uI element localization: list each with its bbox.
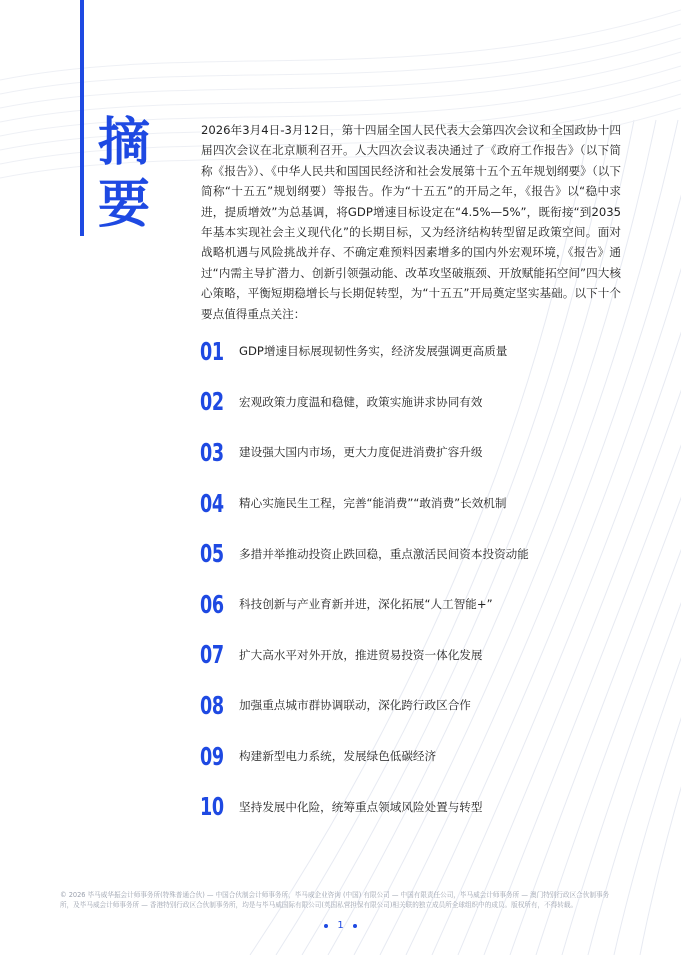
- page-number: 1: [337, 920, 344, 931]
- key-point-number: 09: [200, 741, 224, 771]
- accent-bar: [80, 0, 84, 236]
- key-point-item: [200, 579, 640, 630]
- key-point-item: [200, 680, 640, 731]
- key-point-number: 01: [200, 336, 224, 366]
- key-point-number: 08: [200, 690, 224, 720]
- key-point-item: [200, 781, 640, 832]
- key-point-text: 坚持发展中化险，统筹重点领域风险处置与转型: [239, 799, 483, 814]
- key-point-item: [200, 478, 640, 529]
- page-title: [98, 112, 162, 236]
- key-point-number: 07: [200, 640, 224, 670]
- pager-dot-left: [324, 924, 328, 928]
- page-title-char-1: 摘: [98, 113, 151, 173]
- key-point-number: 10: [200, 792, 224, 822]
- key-point-text: 精心实施民生工程，完善“能消费”“敢消费”长效机制: [239, 496, 507, 511]
- key-point-text: 多措并举推动投资止跌回稳，重点激活民间资本投资动能: [239, 546, 529, 561]
- key-point-number: 04: [200, 488, 224, 518]
- copyright-footer: © 2026 毕马威华振会计师事务所(特殊普通合伙) — 中国合伙制会计师事务所，毕马威企业咨询 (中国) 有限公司 — 中国有限责任公司，毕马威会计师事务所 — 澳门特别行政区合伙制事务所，及毕马威会计师事务所 — 香港特别行政区合伙制事务所，均是与毕马威国际有限公司(英国私营担保有限公司)相关联的独立成员所全球组织中的成员。版权所有，不得转载。: [60, 891, 610, 909]
- page-title-char-2: 要: [98, 175, 151, 235]
- key-point-text: 加强重点城市群协调联动，深化跨行政区合作: [239, 698, 471, 713]
- page-indicator: [0, 920, 681, 932]
- key-point-item: [200, 326, 640, 377]
- key-point-number: 05: [200, 539, 224, 569]
- intro-paragraph: 2026年3月4日-3月12日，第十四届全国人民代表大会第四次会议和全国政协十四届四次会议在北京顺利召开。人大四次会议表决通过了《政府工作报告》（以下简称《报告》）、《中华人民共和国国民经济和社会发展第十五个五年规划纲要》（以下简称“十五五”规划纲要）等报告。作为“十五五”的开局之年，《报告》以“稳中求进，提质增效”为总基调，将GDP增速目标设定在“4.5%—5%”，既衔接“到2035年基本实现社会主义现代化”的长期目标，又为经济结构转型留足政策空间。面对战略机遇与风险挑战并存、不确定难预料因素增多的国内外宏观环境，《报告》通过“内需主导扩潜力、创新引领强动能、改革攻坚破瓶颈、开放赋能拓空间”四大核心策略，平衡短期稳增长与长期促转型，为“十五五”开局奠定坚实基础。以下十个要点值得重点关注：: [201, 123, 621, 321]
- key-point-item: [200, 528, 640, 579]
- key-point-number: 02: [200, 387, 224, 417]
- key-point-text: 建设强大国内市场，更大力度促进消费扩容升级: [239, 445, 483, 460]
- key-points-list: [200, 326, 640, 832]
- key-point-text: 科技创新与产业育新并进，深化拓展“人工智能+”: [239, 597, 493, 612]
- key-point-item: [200, 427, 640, 478]
- key-point-number: 06: [200, 589, 224, 619]
- key-point-item: [200, 630, 640, 681]
- key-point-number: 03: [200, 437, 224, 467]
- key-point-item: [200, 731, 640, 782]
- background-curve: [0, 10, 681, 80]
- key-point-text: GDP增速目标展现韧性务实，经济发展强调更高质量: [239, 344, 508, 359]
- pager-dot-right: [353, 924, 357, 928]
- key-point-text: 宏观政策力度温和稳健，政策实施讲求协同有效: [239, 394, 483, 409]
- key-point-item: [200, 377, 640, 428]
- key-point-text: 构建新型电力系统，发展绿色低碳经济: [239, 749, 437, 764]
- key-point-text: 扩大高水平对外开放，推进贸易投资一体化发展: [239, 647, 483, 662]
